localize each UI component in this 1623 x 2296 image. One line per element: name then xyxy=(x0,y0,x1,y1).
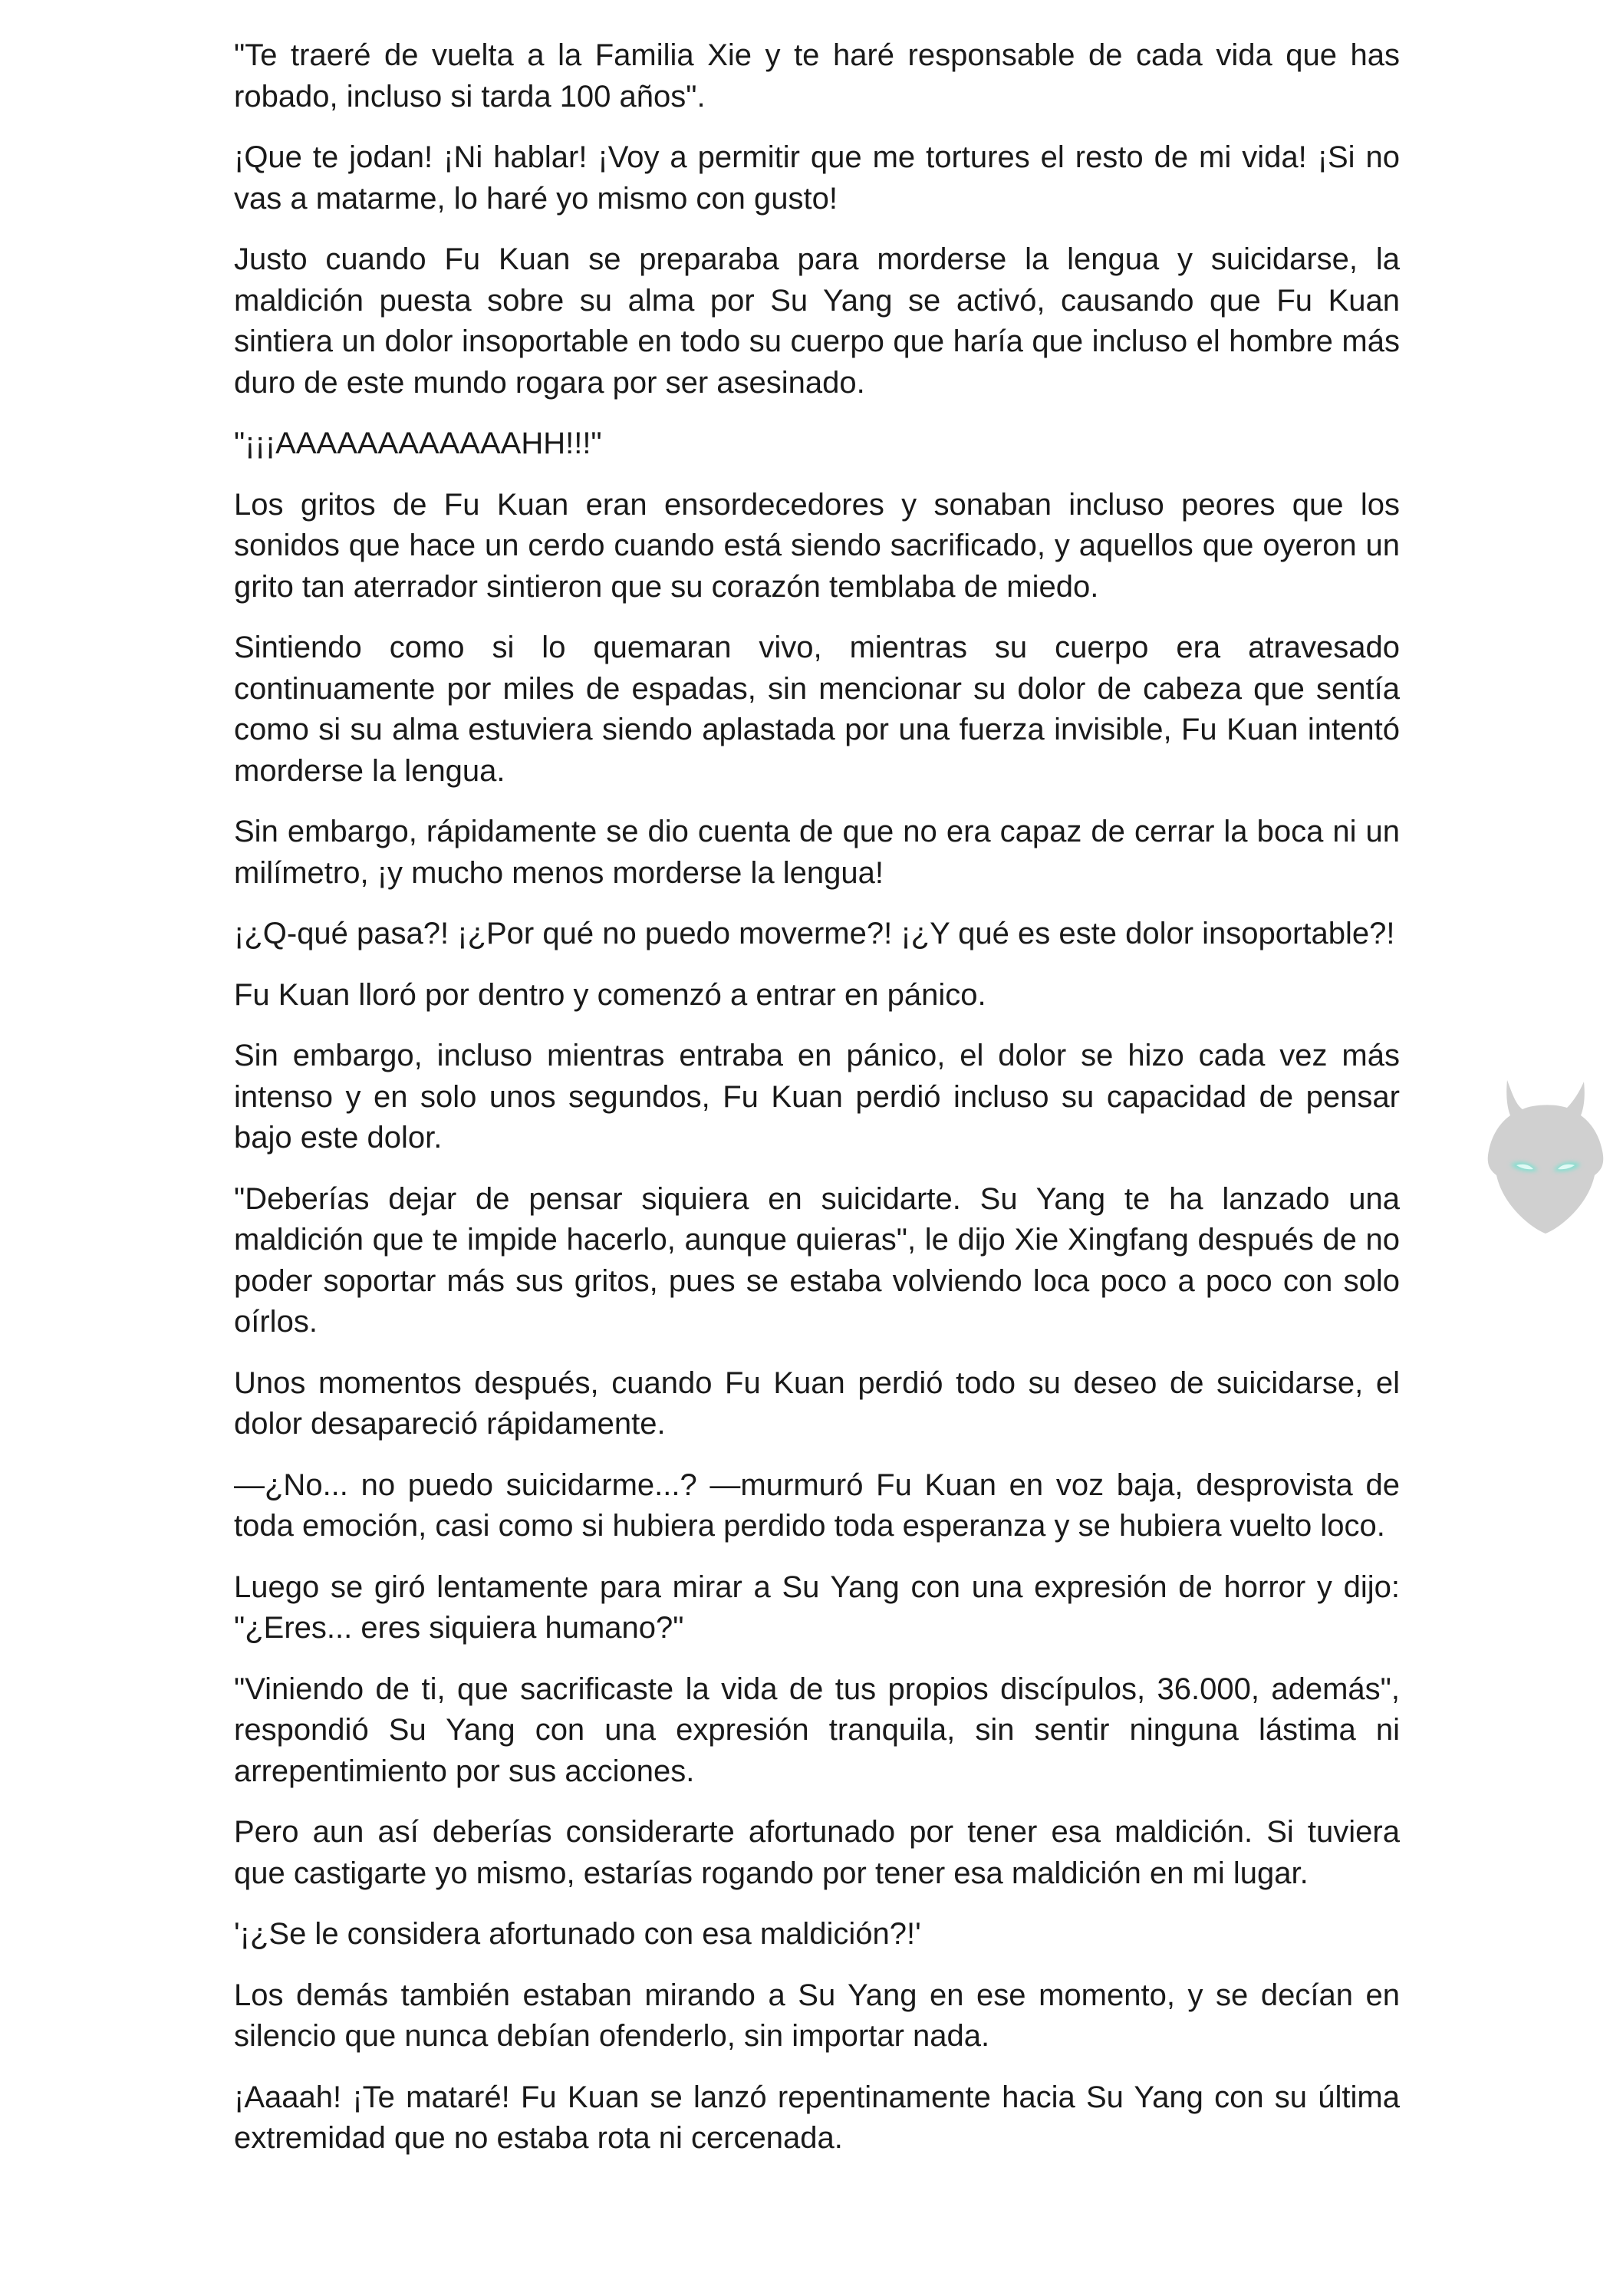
paragraph-17: '¡¿Se le considera afortunado con esa maldición?!' xyxy=(234,1917,921,1951)
paragraph-19: ¡Aaaah! ¡Te mataré! Fu Kuan se lanzó repentinamente hacia Su Yang con su última extremidad que no estaba rota ni cercenada. xyxy=(234,2080,1400,2155)
paragraph-5: Los gritos de Fu Kuan eran ensordecedores y sonaban incluso peores que los sonidos que hace un cerdo cuando está siendo sacrificado, y aquellos que oyeron un grito tan aterrador sintieron que su corazón temblaba de miedo. xyxy=(234,487,1400,604)
paragraph-8: ¡¿Q-qué pasa?! ¡¿Por qué no puedo moverme?! ¡¿Y qué es este dolor insoportable?! xyxy=(234,917,1395,950)
paragraph-11: "Deberías dejar de pensar siquiera en suicidarte. Su Yang te ha lanzado una maldición que te impide hacerlo, aunque quieras", le dijo Xie Xingfang después de no poder soportar más sus gritos, pues se estaba volviendo loca poco a poco con solo oírlos. xyxy=(234,1181,1400,1339)
paragraph-16: Pero aun así deberías considerarte afortunado por tener esa maldición. Si tuviera que castigarte yo mismo, estarías rogando por tener esa maldición en mi lugar. xyxy=(234,1815,1400,1890)
paragraph-18: Los demás también estaban mirando a Su Yang en ese momento, y se decían en silencio que nunca debían ofenderlo, sin importar nada. xyxy=(234,1978,1400,2053)
document-body xyxy=(234,35,1400,2179)
paragraph-2: ¡Que te jodan! ¡Ni hablar! ¡Voy a permitir que me tortures el resto de mi vida! ¡Si no vas a matarme, lo haré yo mismo con gusto! xyxy=(234,140,1400,216)
paragraph-7: Sin embargo, rápidamente se dio cuenta de que no era capaz de cerrar la boca ni un milímetro, ¡y mucho menos morderse la lengua! xyxy=(234,815,1400,890)
paragraph-6: Sintiendo como si lo quemaran vivo, mientras su cuerpo era atravesado continuamente por miles de espadas, sin mencionar su dolor de cabeza que sentía como si su alma estuviera siendo aplastada por una fuerza invisible, Fu Kuan intentó morderse la lengua. xyxy=(234,631,1400,788)
paragraph-10: Sin embargo, incluso mientras entraba en pánico, el dolor se hizo cada vez más intenso y en solo unos segundos, Fu Kuan perdió incluso su capacidad de pensar bajo este dolor. xyxy=(234,1039,1400,1155)
paragraph-3: Justo cuando Fu Kuan se preparaba para morderse la lengua y suicidarse, la maldición puesta sobre su alma por Su Yang se activó, causando que Fu Kuan sintiera un dolor insoportable en todo su cuerpo que haría que incluso el hombre más duro de este mundo rogara por ser asesinado. xyxy=(234,242,1400,400)
paragraph-14: Luego se giró lentamente para mirar a Su Yang con una expresión de horror y dijo: "¿Eres... eres siquiera humano?" xyxy=(234,1570,1400,1645)
paragraph-15: "Viniendo de ti, que sacrificaste la vida de tus propios discípulos, 36.000, además", respondió Su Yang con una expresión tranquila, sin sentir ninguna lástima ni arrepentimiento por sus acciones. xyxy=(234,1672,1400,1788)
demon-head-icon xyxy=(1477,1074,1615,1243)
paragraph-12: Unos momentos después, cuando Fu Kuan perdió todo su deseo de suicidarse, el dolor desapareció rápidamente. xyxy=(234,1365,1400,1441)
paragraph-13: —¿No... no puedo suicidarme...? —murmuró Fu Kuan en voz baja, desprovista de toda emoción, casi como si hubiera perdido toda esperanza y se hubiera vuelto loco. xyxy=(234,1468,1400,1543)
paragraph-9: Fu Kuan lloró por dentro y comenzó a entrar en pánico. xyxy=(234,977,986,1012)
paragraph-1: "Te traeré de vuelta a la Familia Xie y te haré responsable de cada vida que has robado, incluso si tarda 100 años". xyxy=(234,38,1400,114)
paragraph-4: "¡¡¡AAAAAAAAAAAAHH!!!" xyxy=(234,427,602,460)
